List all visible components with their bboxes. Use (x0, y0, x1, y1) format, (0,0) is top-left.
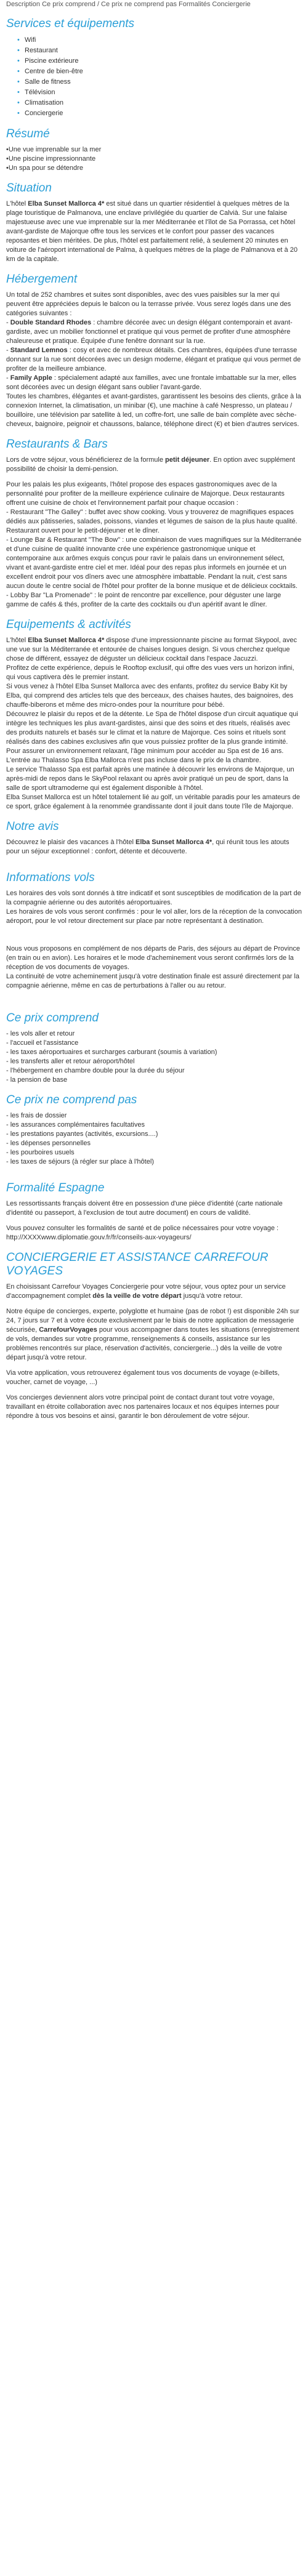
restaurants-p2: Pour les palais les plus exigeants, l'hôtel propose des espaces gastronomiques avec de la personnalité pour profiter de la meilleure expérience culinaire de Majorque. Deux restaurants offrent une cuisine de choix et l'environnement parfait pour chaque occasion : (6, 481, 285, 507)
meal-plan: petit déjeuner (165, 456, 210, 464)
informations-title: Informations vols (6, 871, 95, 884)
services-title: Services et équipements (6, 17, 135, 30)
service-item: • Télévision (25, 87, 302, 98)
ne-comprend-item: - les frais de dossier (6, 1112, 67, 1119)
equipements-p1: L'hôtel Elba Sunset Mallorca 4* dispose d'une impressionnante piscine au format Skypool, avec une vue sur la Méditerranée et entourée de chaises longues design. Si vous cherchez quelque chose de différent, essayez de déguster un délicieux cocktail dans l'espace Jacuzzi. (6, 637, 297, 662)
restaurants-title: Restaurants & Bars (6, 438, 108, 451)
hebergement-p4: - Family Apple : spécialement adapté aux familles, avec une frontale imbattable sur la mer, elles sont décorées avec un design élégant sans oublier l'avant-garde. (6, 374, 297, 391)
informations-p1: Les horaires des vols sont donnés à titre indicatif et sont susceptibles de modification de la part de la compagnie aérienne ou des autorités aéroportuaires. (6, 890, 301, 906)
informations-p3: Nous vous proposons en complément de nos départs de Paris, des séjours au départ de Province (en train ou en avion). Les horaires et le mode d'acheminement vous seront confirmés lors de la réception de vos documents de voyages. (6, 945, 300, 971)
service-item: • Piscine extérieure (25, 56, 302, 66)
hebergement-p5: Toutes les chambres, élégantes et avant-gardistes, garantissent les besoins des clients, grâce à la connexion Internet, la climatisation, un minibar (€), une machine à café Nespresso, un plateau / bouilloire, une télévision par satellite à led, un coffre-fort, une salle de bain complète avec sèche-cheveux, baignoire, peignoir et chaussons, balance, téléphone direct (€) et bien d'autres services. (6, 393, 301, 428)
service-item: • Wifi (25, 35, 302, 46)
spacer (6, 856, 302, 863)
equipements-title: Equipements & activités (6, 618, 131, 631)
comprend-item: - l'hébergement en chambre double pour la durée du séjour (6, 1067, 185, 1074)
formalite-title: Formalité Espagne (6, 1181, 105, 1194)
room-type: Double Standard Rhodes (10, 319, 92, 326)
formalite-p1: Les ressortissants français doivent être en possession d'une pièce d'identité (carte nationale d'identité ou passeport, à l'exclusion de tout autre document) en cours de validité. (6, 1200, 283, 1217)
ne-comprend-list (6, 1111, 302, 1167)
ne-comprend-item: - les dépenses personnelles (6, 1140, 91, 1147)
spacer (6, 1301, 302, 1307)
spacer (6, 991, 302, 997)
spacer (6, 926, 302, 932)
conciergerie-p3: Via votre application, vous retrouverez également tous vos documents de voyage (e-billets, voucher, carnet de voyage, ...) (6, 1369, 280, 1386)
service-item: • Restaurant (25, 46, 302, 56)
ne-comprend-title: Ce prix ne comprend pas (6, 1093, 137, 1106)
formalite-p2[interactable]: Vous pouvez consulter les formalités de santé et de police nécessaires pour votre voyage : http://XXXXwww.diplomatie.gouv.fr/fr/conseils-aux-voyageurs/ (6, 1225, 279, 1241)
ne-comprend-item: - les taxes de séjours (à régler sur place à l'hôtel) (6, 1158, 154, 1165)
spacer (6, 932, 302, 938)
service-item: • Conciergerie (25, 108, 302, 119)
informations-p2: Les horaires de vols vous seront confirmés : pour le vol aller, lors de la réception de la convocation aéroport, pour le vol retour directement sur place par notre représentant à destination. (6, 908, 302, 925)
comprend-item: - les vols aller et retour (6, 1030, 75, 1037)
hotel-name: Elba Sunset Mallorca 4* (135, 839, 213, 846)
spacer (6, 1387, 302, 1393)
restaurants-p4: - Lounge Bar & Restaurant "The Bow" : une combinaison de vues magnifiques sur la Méditerranée et d'une cuisine de qualité innovante crée une expérience gastronomique unique et contemporaine aux arômes exquis conçus pour ravir le palais dans un environnement sélect, vivant et avant-gardiste entre ciel et mer. Idéal pour des repas plus informels en journée et un excellent endroit pour vos dîners avec une atmosphère imbattable. Pendant la nuit, c'est sans aucun doute le centre social de l'hôtel pour profiter de la bonne musique et de délicieux cocktails. (6, 536, 302, 590)
service-item: • Salle de fitness (25, 77, 302, 87)
comprend-item: - les transferts aller et retour aéroport/hôtel (6, 1058, 135, 1065)
ne-comprend-item: - les pourboires usuels (6, 1149, 75, 1156)
comprend-item: - les taxes aéroportuaires et surcharges carburant (soumis à variation) (6, 1049, 217, 1056)
hebergement-p3: - Standard Lemnos : cosy et avec de nombreux détails. Ces chambres, équipées d'une terrasse donnant sur la rue sont décorées avec un design moderne, élégant et pratique qui vous permet de profiter de la meilleure ambiance. (6, 347, 301, 372)
spacer (6, 938, 302, 944)
spacer (6, 1218, 302, 1224)
restaurants-p5: - Lobby Bar "La Promenade" : le point de rencontre par excellence, pour déguster une large gamme de cafés & thés, profiter de la carte des cocktails ou d'un apéritif avant le dîner. (6, 592, 282, 608)
conciergerie-p1: En choisissant Carrefour Voyages Conciergerie pour votre séjour, vous optez pour un service d'accompagnement complet dès la veille de votre départ jusqu'à votre retour. (6, 1283, 286, 1300)
comprend-list (6, 1029, 302, 1085)
resume-item: •Un spa pour se détendre (6, 164, 83, 172)
avis-text: Découvrez le plaisir des vacances à l'hôtel Elba Sunset Mallorca 4*, qui réunit tous les atouts pour un séjour exceptionnel : confort, détente et découverte. (6, 839, 290, 855)
resume-item: •Une piscine impressionnante (6, 155, 96, 163)
room-type: Family Apple (10, 374, 52, 382)
spacer (6, 997, 302, 1003)
ne-comprend-item: - les prestations payantes (activités, excursions....) (6, 1130, 158, 1138)
restaurants-p1: Lors de votre séjour, vous bénéficierez de la formule petit déjeuner. En option avec supplément possibilité de choisir la demi-pension. (6, 456, 295, 473)
comprend-item: - la pension de base (6, 1076, 68, 1084)
comprend-item: - l'accueil et l'assistance (6, 1039, 79, 1047)
situation-title: Situation (6, 182, 52, 195)
equipements-p6: Elba Sunset Mallorca est un hôtel totalement lié au golf, un véritable paradis pour les amateurs de ce sport, grâce également à la renommée grandissante dont il jouit dans toute l'île de Majorque. (6, 794, 300, 810)
comprend-title: Ce prix comprend (6, 1012, 99, 1024)
equipements-p4: Découvrez le plaisir du repos et de la détente. Le Spa de l'hôtel dispose d'un circuit aquatique qui intègre les techniques les plus avant-gardistes, ainsi que des soins et des rituels, réalisés avec des produits naturels et basés sur le climat et la nature de Majorque. Ces soins et rituels sont réalisés dans des cabines exclusives afin que vous puissiez profiter de la plus grande intimité. Pour assurer un environnement relaxant, l'âge minimum pour accéder au Spa est de 16 ans. L'entrée au Thalasso Spa Elba Mallorca n'est pas incluse dans le prix de la chambre. (6, 710, 298, 764)
hebergement-p1: Un total de 252 chambres et suites sont disponibles, avec des vues paisibles sur la mer qui peuvent être appréciées depuis le balcon ou la terrasse privée. Vous serez logés dans une des catégories suivantes : (6, 291, 291, 317)
hotel-name: Elba Sunset Mallorca 4* (28, 200, 105, 207)
resume-title: Résumé (6, 127, 50, 140)
conciergerie-p4: Vos concierges deviennent alors votre principal point de contact durant tout votre voyage, travaillant en étroite collaboration avec nos partenaires locaux et nos équipes internes pour répondre à tous vos besoins et ainsi, garantir le bon déroulement de votre séjour. (6, 1394, 280, 1420)
hotel-name: Elba Sunset Mallorca 4* (28, 637, 105, 644)
equipements-p3: Si vous venez à l'hôtel Elba Sunset Mallorca avec des enfants, profitez du service Baby Kit by Elba, qui comprend des articles tels que des berceaux, des chaises hautes, des baignoires, des chauffe-biberons et même des micro-ondes pour la nourriture pour bébé. (6, 683, 293, 709)
resume-list (6, 145, 302, 173)
spacer (6, 1167, 302, 1173)
resume-item: •Une vue imprenable sur la mer (6, 146, 102, 153)
services-list (6, 35, 302, 119)
highlight: dès la veille de votre départ (92, 1292, 182, 1300)
hebergement-title: Hébergement (6, 273, 78, 286)
room-type: Standard Lemnos (10, 347, 68, 354)
description-header: Description Ce prix comprend / Ce prix ne comprend pas Formalités Conciergerie (6, 1, 251, 8)
conciergerie-title: CONCIERGERIE ET ASSISTANCE CARREFOUR VOYAGES (6, 1251, 269, 1278)
equipements-p5: Le service Thalasso Spa est parfait après une matinée à découvrir les environs de Majorque, un après-midi de repos dans le SkyPool relaxant ou après avoir pratiqué un peu de sport, dans la salle de sport ultramoderne qui est également disponible à l'hôtel. (6, 766, 294, 792)
informations-p4: La continuité de votre acheminement jusqu'à votre destination finale est assuré directement par la compagnie aérienne, même en cas de perturbations à l'aller ou au retour. (6, 973, 299, 989)
conciergerie-p2: Notre équipe de concierges, experte, polyglotte et humaine (pas de robot !) est disponible 24h sur 24, 7 jours sur 7 et à votre écoute exclusivement par le biais de notre application de messagerie sécurisée, CarrefourVoyages pour vous accompagner dans toutes les situations (enregistrement de vols, demandes sur votre programme, renseignements & conseils, assistance sur les problèmes rencontrés sur place, réservation d'activités, conciergerie...) dès la veille de votre départ jusqu'à votre retour. (6, 1308, 299, 1361)
app-name: CarrefourVoyages (39, 1326, 97, 1334)
ne-comprend-item: - les assurances complémentaires facultatives (6, 1121, 145, 1129)
equipements-p2: Profitez de cette expérience, depuis le Rooftop exclusif, qui offre des vues vers un horizon infini, qui vous captivera dès le premier instant. (6, 664, 294, 681)
service-item: • Centre de bien-être (25, 66, 302, 77)
spacer (6, 474, 302, 480)
situation-text: L'hôtel Elba Sunset Mallorca 4* est situé dans un quartier résidentiel à quelques mètres de la plage touristique de Palmanova, une enclave privilégiée du quartier de Calvià. Sur une falaise majestueuse avec une vue imprenable sur la mer Méditerranée et l'îlot de Sa Porrassa, cet hôtel avant-gardiste de Majorque offre tous les services et le confort pour passer des vacances reposantes et bien méritées. De plus, l'hôtel est parfaitement relié, à seulement 20 minutes en voiture de l'aéroport international de Palma, à quelques mètres de la plage de Palmanova et à 20 km de la capitale. (6, 200, 298, 263)
restaurants-p3: - Restaurant "The Galley" : buffet avec show cooking. Vous y trouverez de magnifiques espaces dédiés aux pâtisseries, salades, poissons, viandes et légumes de saison de la plus haute qualité. Restaurant ouvert pour le petit-déjeuner et le dîner. (6, 509, 298, 534)
avis-title: Notre avis (6, 820, 59, 833)
service-item: • Climatisation (25, 98, 302, 108)
spacer (6, 1362, 302, 1369)
hebergement-p2: - Double Standard Rhodes : chambre décorée avec un design élégant contemporain et avant-gardiste, avec un mobilier fonctionnel et pratique qui vous permet de profiter d'une atmosphère chaleureuse et pratique. Équipée d'une fenêtre donnant sur la rue. (6, 319, 293, 345)
